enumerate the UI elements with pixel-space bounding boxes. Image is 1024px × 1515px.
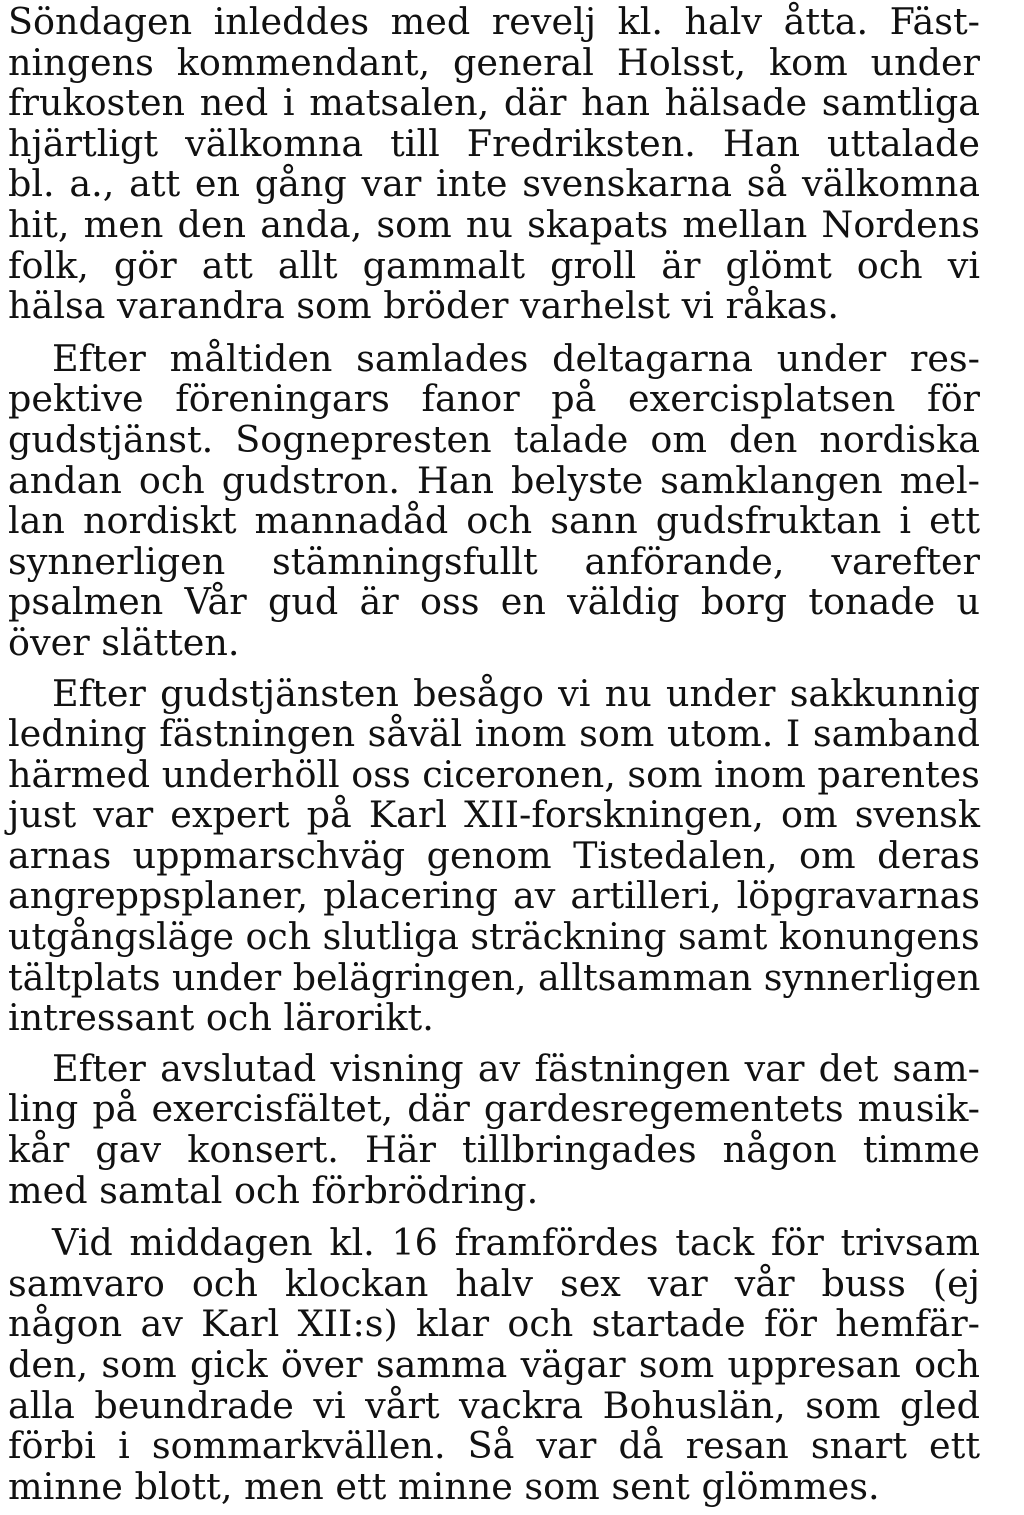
paragraph-5	[8, 1223, 980, 1507]
text-line: arnas uppmarschväg genom Tistedalen, om deras	[8, 833, 980, 877]
text-line: Söndagen inleddes med revelj kl. halv åtta. Fäst-	[8, 0, 980, 43]
text-line: intressant och lärorikt.	[8, 996, 434, 1040]
text-line: ling på exercisfältet, där gardesregementets musik-	[8, 1087, 980, 1131]
text-line: hit, men den anda, som nu skapats mellan Nordens	[8, 202, 980, 246]
text-line: pektive föreningars fanor på exercisplatsen för	[8, 377, 980, 421]
text-line: ledning fästningen såväl inom som utom. I samband	[8, 712, 980, 756]
text-line: psalmen Vår gud är oss en väldig borg tonade u	[8, 580, 980, 624]
text-line: gudstjänst. Sognepresten talade om den nordiska	[8, 417, 980, 461]
text-line: kår gav konsert. Här tillbringades någon timme	[8, 1128, 980, 1172]
text-line: Efter avslutad visning av fästningen var det sam-	[52, 1046, 980, 1090]
text-line: ningens kommendant, general Holsst, kom under	[8, 40, 980, 84]
paragraph-1	[8, 2, 980, 327]
text-line: andan och gudstron. Han belyste samklangen mel-	[8, 458, 980, 502]
text-line: alla beundrade vi vårt vackra Bohuslän, som gled	[8, 1383, 980, 1427]
paragraph-2	[8, 336, 980, 664]
text-line: utgångsläge och slutliga sträckning samt konungens	[8, 915, 980, 959]
text-line: angreppsplaner, placering av artilleri, löpgravarnas	[8, 874, 980, 918]
text-line: Vid middagen kl. 16 framfördes tack för trivsam	[52, 1221, 980, 1265]
document-page	[8, 0, 980, 1507]
text-line: hjärtligt välkomna till Fredriksten. Han uttalade	[8, 121, 980, 165]
text-line: frukosten ned i matsalen, där han hälsade samtliga	[8, 81, 980, 125]
text-line: hälsa varandra som bröder varhelst vi råkas.	[8, 284, 839, 328]
text-line: Efter gudstjänsten besågo vi nu under sakkunnig	[52, 671, 980, 715]
paragraph-3	[8, 671, 981, 1040]
text-line: lan nordiskt mannadåd och sann gudsfruktan i ett	[8, 499, 980, 543]
text-line: just var expert på Karl XII-forskningen, om svensk	[8, 793, 980, 837]
text-line: den, som gick över samma vägar som uppresan och	[8, 1343, 980, 1386]
text-line: folk, gör att allt gammalt groll är glömt och vi	[8, 243, 980, 287]
text-line: någon av Karl XII:s) klar och startade för hemfär-	[8, 1302, 980, 1346]
text-line: bl. a., att en gång var inte svenskarna så välkomna	[8, 162, 980, 206]
text-line: tältplats under belägringen, alltsamman synnerligen	[8, 955, 981, 999]
paragraph-4	[8, 1046, 980, 1212]
text-line: minne blott, men ett minne som sent glömmes.	[8, 1464, 880, 1508]
text-line: över slätten.	[8, 620, 240, 664]
text-line: Efter måltiden samlades deltagarna under res-	[52, 336, 980, 380]
text-line: synnerligen stämningsfullt anförande, varefter	[8, 539, 980, 583]
text-line: med samtal och förbrödring.	[8, 1168, 539, 1212]
text-line: härmed underhöll oss ciceronen, som inom parentes	[8, 752, 980, 796]
text-line: förbi i sommarkvällen. Så var då resan snart ett	[8, 1424, 980, 1468]
text-line: samvaro och klockan halv sex var vår buss (ej	[8, 1261, 980, 1305]
